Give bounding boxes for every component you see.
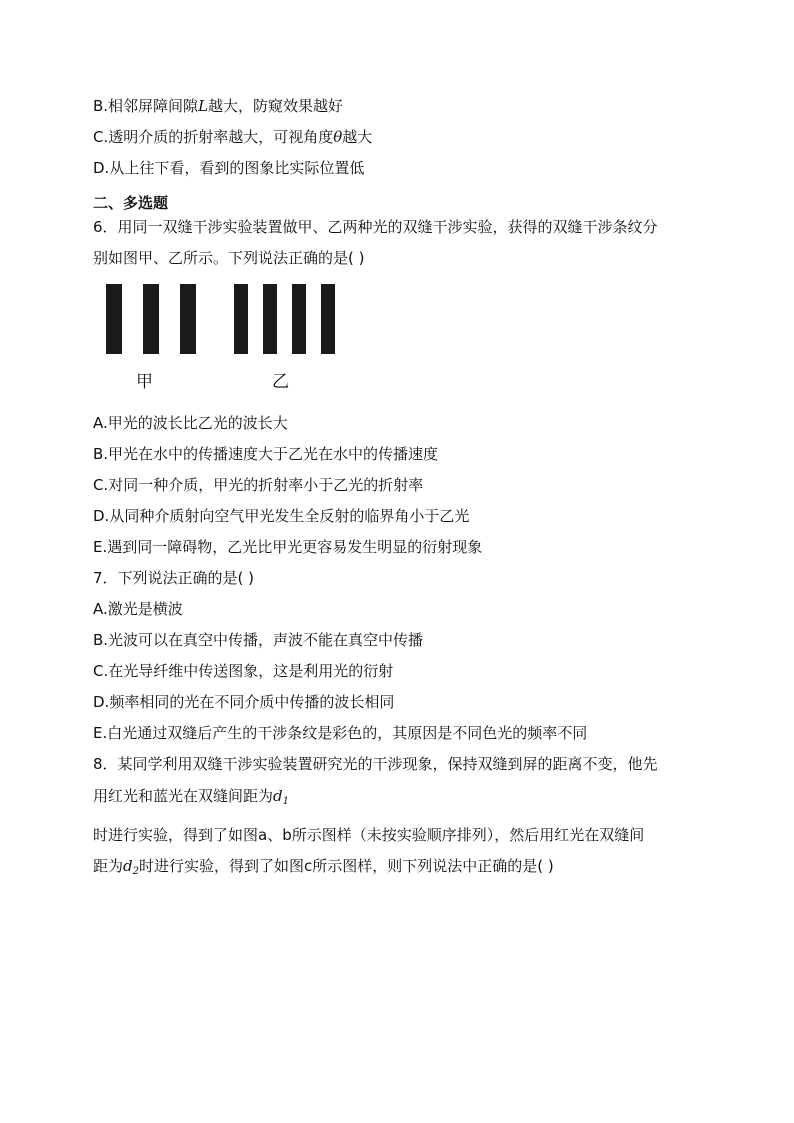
q6-option-c: C.对同一种介质，甲光的折射率小于乙光的折射率 [93,476,424,494]
interference-fringe-figure [100,280,360,400]
option-q5-c: C.透明介质的折射率越大，可视角度θ越大 [93,128,373,146]
q7-option-d: D.频率相同的光在不同介质中传播的波长相同 [93,693,395,711]
fringe-bar-jia-1 [106,284,122,354]
section-title: 二、多选题 [93,194,169,212]
q7-option-a: A.激光是横波 [93,600,183,618]
var-L: L [198,97,209,115]
q6-stem-line2: 别如图甲、乙所示。下列说法正确的是( ) [93,249,365,267]
q7-option-e: E.白光通过双缝后产生的干涉条纹是彩色的，其原因是不同色光的频率不同 [93,724,588,742]
figure-label-jia: 甲 [136,372,153,392]
q8-stem-line3: 时进行实验，得到了如图a、b所示图样（未按实验顺序排列），然后用红光在双缝间 [93,826,645,844]
q6-stem-line1: 6．用同一双缝干涉实验装置做甲、乙两种光的双缝干涉实验，获得的双缝干涉条纹分 [93,218,658,236]
q8-stem-line4: 距为$d_2$时进行实验，得到了如图c所示图样，则下列说法中正确的是( ) [93,857,554,877]
q6-option-d: D.从同种介质射向空气甲光发生全反射的临界角小于乙光 [93,507,470,525]
q6-option-e: E.遇到同一障碍物，乙光比甲光更容易发生明显的衍射现象 [93,538,483,556]
q7-option-c: C.在光导纤维中传送图象，这是利用光的衍射 [93,662,394,680]
q7-stem: 7．下列说法正确的是( ) [93,569,255,587]
option-q5-b: B.相邻屏障间隙L越大，防窥效果越好 [93,97,344,115]
q7-option-b: B.光波可以在真空中传播，声波不能在真空中传播 [93,631,424,649]
fringe-pattern-jia [106,284,196,354]
fringe-bar-yi-3 [292,284,306,354]
fringe-bar-yi-2 [263,284,277,354]
fringe-pattern-yi [234,284,335,354]
q6-option-a: A.甲光的波长比乙光的波长大 [93,414,288,432]
var-theta: θ [333,128,343,146]
fringe-patterns [100,280,360,360]
option-q5-d: D.从上往下看，看到的图象比实际位置低 [93,159,365,177]
fringe-bar-yi-1 [234,284,248,354]
fringe-bar-jia-2 [143,284,159,354]
q8-stem-line2: 用红光和蓝光在双缝间距为$d_1$ [93,787,289,807]
figure-label-yi: 乙 [272,372,289,392]
q8-stem-line1: 8．某同学利用双缝干涉实验装置研究光的干涉现象，保持双缝到屏的距离不变，他先 [93,755,658,773]
fringe-bar-jia-3 [180,284,196,354]
q6-option-b: B.甲光在水中的传播速度大于乙光在水中的传播速度 [93,445,439,463]
var-d2: $d_2$ [123,857,139,877]
var-d1: $d_1$ [273,787,289,807]
fringe-bar-yi-4 [321,284,335,354]
